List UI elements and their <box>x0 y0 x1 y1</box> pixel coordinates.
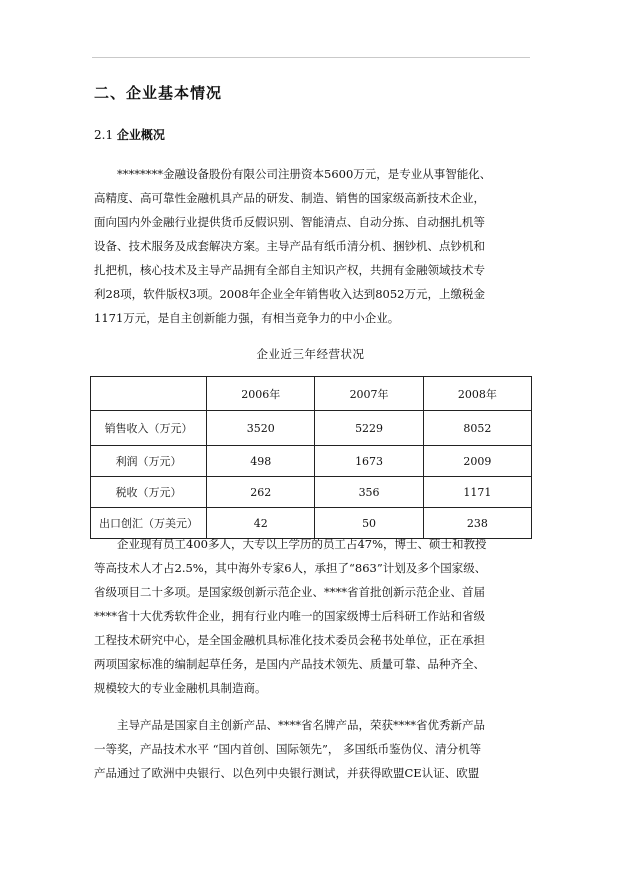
table-cell: 50 <box>315 508 423 539</box>
row-label: 销售收入（万元） <box>91 411 207 446</box>
text-line: 省级项目二十多项。是国家级创新示范企业、****省首批创新示范企业、首届 <box>94 585 485 599</box>
operations-table <box>90 376 532 539</box>
table-cell: 1673 <box>315 446 423 477</box>
text-line: 产品通过了欧洲中央银行、以色列中央银行测试，并获得欧盟CE认证、欧盟 <box>94 766 480 780</box>
year-header: 2008年 <box>423 377 531 411</box>
products-paragraph <box>94 713 531 785</box>
text-line: ****省十大优秀软件企业，拥有行业内唯一的国家级博士后科研工作站和省级 <box>94 609 485 623</box>
text-line: 一等奖，产品技术水平 “国内首创、国际领先”， 多国纸币鉴伪仪、清分机等 <box>94 742 482 756</box>
text-line: 面向国内外金融行业提供货币反假识别、智能清点、自动分拣、自动捆扎机等 <box>94 215 485 229</box>
staff-paragraph <box>94 532 531 700</box>
table-cell: 238 <box>423 508 531 539</box>
row-label: 税收（万元） <box>91 477 207 508</box>
table-row <box>91 411 532 446</box>
text-line: 等高技术人才占2.5%，其中海外专家6人，承担了“863”计划及多个国家级、 <box>94 561 487 575</box>
text-line: 两项国家标准的编制起草任务，是国内产品技术领先、质量可靠、品种齐全、 <box>94 657 485 671</box>
table-corner-cell <box>91 377 207 411</box>
text-line: 扎把机，核心技术及主导产品拥有全部自主知识产权，共拥有金融领域技术专 <box>94 263 485 277</box>
row-label: 利润（万元） <box>91 446 207 477</box>
table-cell: 1171 <box>423 477 531 508</box>
text-line: 工程技术研究中心，是全国金融机具标准化技术委员会秘书处单位，正在承担 <box>94 633 485 647</box>
year-header: 2007年 <box>315 377 423 411</box>
table-caption: 企业近三年经营状况 <box>256 347 365 361</box>
table-cell: 356 <box>315 477 423 508</box>
section-heading: 二、企业基本情况 <box>94 84 223 102</box>
text-line: 利28项，软件版权3项。2008年企业全年销售收入达到8052万元，上缴税金 <box>94 287 485 301</box>
text-line: 主导产品是国家自主创新产品、****省名牌产品，荣获****省优秀新产品 <box>94 718 485 732</box>
table-cell: 3520 <box>207 411 315 446</box>
row-label: 出口创汇（万美元） <box>91 508 207 539</box>
text-line: 规模较大的专业金融机具制造商。 <box>94 681 267 695</box>
table-cell: 42 <box>207 508 315 539</box>
header-rule <box>92 57 530 58</box>
table-header-row <box>91 377 532 411</box>
subsection-title: 企业概况 <box>116 128 165 142</box>
table-cell: 5229 <box>315 411 423 446</box>
text-line: 企业现有员工400多人，大专以上学历的员工占47%，博士、硕士和教授 <box>94 537 487 551</box>
text-line: 1171万元，是自主创新能力强，有相当竞争力的中小企业。 <box>94 311 400 325</box>
table-cell: 8052 <box>423 411 531 446</box>
table-row <box>91 477 532 508</box>
year-header: 2006年 <box>207 377 315 411</box>
text-line: 高精度、高可靠性金融机具产品的研发、制造、销售的国家级高新技术企业， <box>94 191 485 205</box>
subsection-number: 2.1 <box>94 128 114 142</box>
text-line: 设备、技术服务及成套解决方案。主导产品有纸币清分机、捆钞机、点钞机和 <box>94 239 485 253</box>
table-cell: 262 <box>207 477 315 508</box>
table-cell: 498 <box>207 446 315 477</box>
table-cell: 2009 <box>423 446 531 477</box>
company-overview-paragraph <box>94 162 531 330</box>
text-line: ********金融设备股份有限公司注册资本5600万元，是专业从事智能化、 <box>94 167 492 181</box>
subsection-heading <box>94 126 165 143</box>
table-row <box>91 446 532 477</box>
